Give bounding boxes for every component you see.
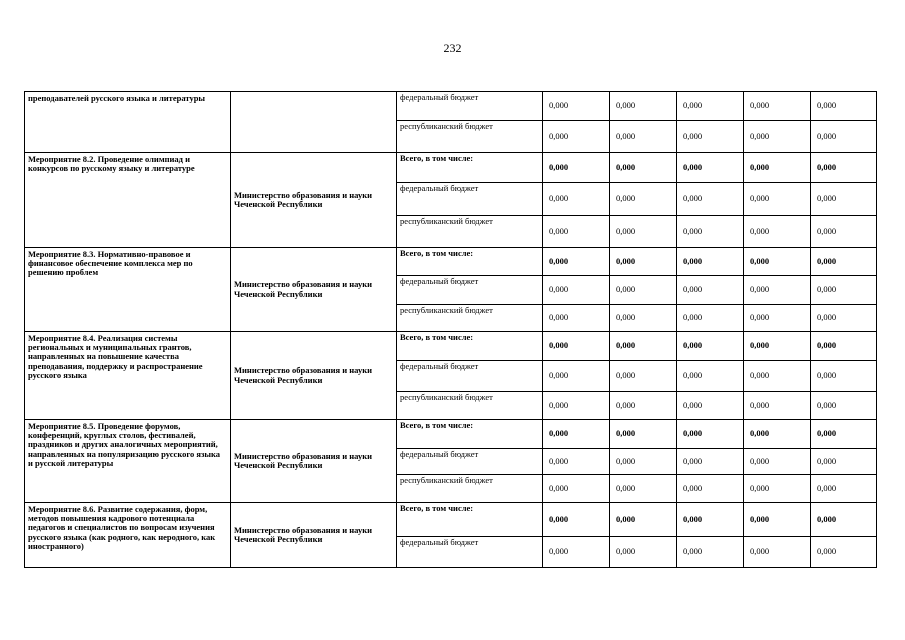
funding-source-cell: федеральный бюджет (397, 537, 543, 568)
funding-source-cell: Всего, в том числе: (397, 420, 543, 449)
table-row (25, 420, 877, 449)
event-cell: Мероприятие 8.3. Нормативно-правовое и финансовое обеспечение комплекса мер по решению проблем (25, 248, 231, 332)
amount-cell: 0,000 (543, 153, 610, 183)
amount-cell: 0,000 (543, 449, 610, 475)
amount-cell: 0,000 (744, 92, 811, 121)
amount-cell: 0,000 (744, 361, 811, 392)
executor-cell: Министерство образования и науки Чеченской Республики (231, 503, 397, 568)
executor-cell: Министерство образования и науки Чеченской Республики (231, 153, 397, 248)
funding-source-cell: Всего, в том числе: (397, 503, 543, 537)
amount-cell: 0,000 (610, 503, 677, 537)
funding-source-cell: республиканский бюджет (397, 121, 543, 153)
amount-cell: 0,000 (677, 121, 744, 153)
amount-cell: 0,000 (610, 276, 677, 305)
amount-cell: 0,000 (811, 503, 877, 537)
amount-cell: 0,000 (811, 361, 877, 392)
amount-cell: 0,000 (744, 503, 811, 537)
amount-cell: 0,000 (543, 183, 610, 216)
budget-table (24, 91, 877, 568)
amount-cell: 0,000 (744, 420, 811, 449)
amount-cell: 0,000 (610, 183, 677, 216)
amount-cell: 0,000 (677, 216, 744, 248)
funding-source-cell: республиканский бюджет (397, 392, 543, 420)
amount-cell: 0,000 (610, 332, 677, 361)
amount-cell: 0,000 (677, 248, 744, 276)
amount-cell: 0,000 (543, 503, 610, 537)
event-cell: Мероприятие 8.2. Проведение олимпиад и конкурсов по русскому языку и литературе (25, 153, 231, 248)
amount-cell: 0,000 (677, 276, 744, 305)
amount-cell: 0,000 (543, 361, 610, 392)
amount-cell: 0,000 (811, 392, 877, 420)
amount-cell: 0,000 (811, 92, 877, 121)
amount-cell: 0,000 (543, 248, 610, 276)
amount-cell: 0,000 (811, 449, 877, 475)
event-cell: Мероприятие 8.5. Проведение форумов, конференций, круглых столов, фестивалей, праздников и других аналогичных мероприятий, направленных на популяризацию русского языка и русской литературы (25, 420, 231, 503)
amount-cell: 0,000 (677, 305, 744, 332)
amount-cell: 0,000 (543, 475, 610, 503)
amount-cell: 0,000 (744, 276, 811, 305)
amount-cell: 0,000 (811, 305, 877, 332)
amount-cell: 0,000 (610, 537, 677, 568)
event-cell: Мероприятие 8.6. Развитие содержания, форм, методов повышения кадрового потенциала педагогов и специалистов по вопросам изучения русского языка (как родного, как неродного, как иностранного) (25, 503, 231, 568)
amount-cell: 0,000 (543, 420, 610, 449)
amount-cell: 0,000 (811, 216, 877, 248)
amount-cell: 0,000 (811, 332, 877, 361)
amount-cell: 0,000 (811, 153, 877, 183)
amount-cell: 0,000 (543, 537, 610, 568)
amount-cell: 0,000 (543, 216, 610, 248)
funding-source-cell: Всего, в том числе: (397, 332, 543, 361)
funding-source-cell: Всего, в том числе: (397, 248, 543, 276)
table-body (25, 92, 877, 568)
funding-source-cell: республиканский бюджет (397, 475, 543, 503)
executor-cell: Министерство образования и науки Чеченской Республики (231, 248, 397, 332)
amount-cell: 0,000 (610, 475, 677, 503)
amount-cell: 0,000 (744, 248, 811, 276)
funding-source-cell: Всего, в том числе: (397, 153, 543, 183)
amount-cell: 0,000 (744, 449, 811, 475)
amount-cell: 0,000 (677, 392, 744, 420)
executor-cell: Министерство образования и науки Чеченской Республики (231, 332, 397, 420)
event-cell: преподавателей русского языка и литературы (25, 92, 231, 153)
amount-cell: 0,000 (543, 392, 610, 420)
amount-cell: 0,000 (677, 475, 744, 503)
amount-cell: 0,000 (543, 276, 610, 305)
funding-source-cell: федеральный бюджет (397, 361, 543, 392)
amount-cell: 0,000 (543, 332, 610, 361)
amount-cell: 0,000 (610, 449, 677, 475)
funding-source-cell: республиканский бюджет (397, 305, 543, 332)
amount-cell: 0,000 (610, 92, 677, 121)
amount-cell: 0,000 (610, 392, 677, 420)
funding-source-cell: республиканский бюджет (397, 216, 543, 248)
amount-cell: 0,000 (610, 420, 677, 449)
amount-cell: 0,000 (677, 420, 744, 449)
amount-cell: 0,000 (610, 305, 677, 332)
table-row (25, 503, 877, 537)
executor-cell: Министерство образования и науки Чеченской Республики (231, 420, 397, 503)
amount-cell: 0,000 (744, 392, 811, 420)
amount-cell: 0,000 (543, 121, 610, 153)
amount-cell: 0,000 (811, 183, 877, 216)
amount-cell: 0,000 (677, 537, 744, 568)
amount-cell: 0,000 (610, 153, 677, 183)
amount-cell: 0,000 (610, 361, 677, 392)
amount-cell: 0,000 (744, 121, 811, 153)
amount-cell: 0,000 (610, 248, 677, 276)
amount-cell: 0,000 (744, 332, 811, 361)
executor-cell (231, 92, 397, 153)
amount-cell: 0,000 (811, 276, 877, 305)
amount-cell: 0,000 (677, 503, 744, 537)
amount-cell: 0,000 (744, 183, 811, 216)
amount-cell: 0,000 (744, 537, 811, 568)
table-row (25, 332, 877, 361)
funding-source-cell: федеральный бюджет (397, 449, 543, 475)
amount-cell: 0,000 (811, 248, 877, 276)
amount-cell: 0,000 (677, 92, 744, 121)
amount-cell: 0,000 (744, 305, 811, 332)
amount-cell: 0,000 (811, 420, 877, 449)
table-row (25, 248, 877, 276)
amount-cell: 0,000 (543, 92, 610, 121)
amount-cell: 0,000 (677, 332, 744, 361)
amount-cell: 0,000 (811, 537, 877, 568)
funding-source-cell: федеральный бюджет (397, 276, 543, 305)
amount-cell: 0,000 (744, 153, 811, 183)
amount-cell: 0,000 (677, 153, 744, 183)
amount-cell: 0,000 (543, 305, 610, 332)
amount-cell: 0,000 (677, 183, 744, 216)
amount-cell: 0,000 (811, 121, 877, 153)
amount-cell: 0,000 (744, 475, 811, 503)
amount-cell: 0,000 (610, 121, 677, 153)
page-number: 232 (443, 41, 462, 55)
amount-cell: 0,000 (744, 216, 811, 248)
table-row (25, 153, 877, 183)
amount-cell: 0,000 (811, 475, 877, 503)
funding-source-cell: федеральный бюджет (397, 183, 543, 216)
amount-cell: 0,000 (677, 361, 744, 392)
event-cell: Мероприятие 8.4. Реализация системы региональных и муниципальных грантов, направленных на повышение качества преподавания, поддержку и распространение русского языка (25, 332, 231, 420)
table-row (25, 92, 877, 121)
amount-cell: 0,000 (610, 216, 677, 248)
amount-cell: 0,000 (677, 449, 744, 475)
funding-source-cell: федеральный бюджет (397, 92, 543, 121)
